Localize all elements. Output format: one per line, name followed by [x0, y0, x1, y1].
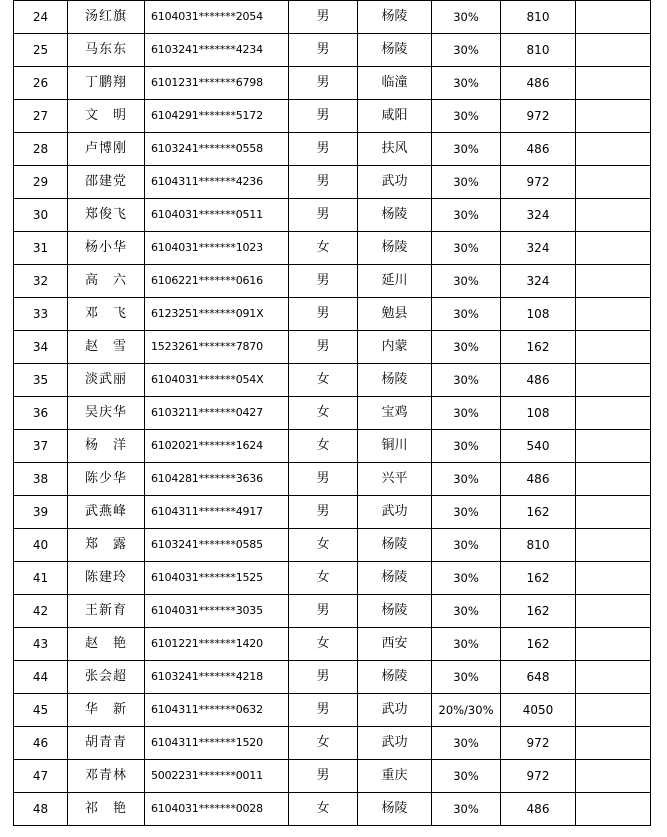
rate-cell: 30%	[432, 562, 501, 595]
amount-cell: 972	[501, 166, 576, 199]
origin-cell: 内蒙	[358, 331, 432, 364]
row-number-cell: 28	[14, 133, 68, 166]
table-row	[14, 34, 651, 67]
amount-cell: 324	[501, 199, 576, 232]
note-cell	[576, 331, 651, 364]
rate-cell: 30%	[432, 298, 501, 331]
amount-cell: 486	[501, 793, 576, 826]
gender-cell: 女	[289, 529, 358, 562]
table-row	[14, 529, 651, 562]
note-cell	[576, 793, 651, 826]
name-cell: 王新育	[68, 595, 145, 628]
row-number-cell: 41	[14, 562, 68, 595]
name-cell: 赵 雪	[68, 331, 145, 364]
name-cell: 张会超	[68, 661, 145, 694]
table-row	[14, 694, 651, 727]
name-cell: 胡青青	[68, 727, 145, 760]
rate-cell: 30%	[432, 166, 501, 199]
id-number-cell: 1523261*******7870	[145, 331, 289, 364]
note-cell	[576, 661, 651, 694]
name-cell: 淡武丽	[68, 364, 145, 397]
name-cell: 汤红旗	[68, 1, 145, 34]
amount-cell: 648	[501, 661, 576, 694]
roster-table	[13, 0, 651, 826]
id-number-cell: 6104311*******0632	[145, 694, 289, 727]
gender-cell: 男	[289, 67, 358, 100]
amount-cell: 4050	[501, 694, 576, 727]
rate-cell: 30%	[432, 1, 501, 34]
gender-cell: 男	[289, 265, 358, 298]
id-number-cell: 6101221*******1420	[145, 628, 289, 661]
row-number-cell: 26	[14, 67, 68, 100]
table-row	[14, 760, 651, 793]
rate-cell: 30%	[432, 727, 501, 760]
row-number-cell: 27	[14, 100, 68, 133]
row-number-cell: 47	[14, 760, 68, 793]
amount-cell: 162	[501, 628, 576, 661]
id-number-cell: 6106221*******0616	[145, 265, 289, 298]
name-cell: 赵 艳	[68, 628, 145, 661]
table-row	[14, 298, 651, 331]
origin-cell: 杨陵	[358, 661, 432, 694]
row-number-cell: 33	[14, 298, 68, 331]
name-cell: 丁鹏翔	[68, 67, 145, 100]
origin-cell: 杨陵	[358, 595, 432, 628]
origin-cell: 重庆	[358, 760, 432, 793]
name-cell: 文 明	[68, 100, 145, 133]
name-cell: 马东东	[68, 34, 145, 67]
row-number-cell: 37	[14, 430, 68, 463]
rate-cell: 30%	[432, 793, 501, 826]
row-number-cell: 36	[14, 397, 68, 430]
note-cell	[576, 34, 651, 67]
table-row	[14, 67, 651, 100]
rate-cell: 30%	[432, 397, 501, 430]
origin-cell: 杨陵	[358, 529, 432, 562]
origin-cell: 临潼	[358, 67, 432, 100]
origin-cell: 西安	[358, 628, 432, 661]
name-cell: 卢博刚	[68, 133, 145, 166]
gender-cell: 男	[289, 694, 358, 727]
rate-cell: 30%	[432, 463, 501, 496]
id-number-cell: 6123251*******091X	[145, 298, 289, 331]
note-cell	[576, 562, 651, 595]
id-number-cell: 6101231*******6798	[145, 67, 289, 100]
origin-cell: 武功	[358, 496, 432, 529]
note-cell	[576, 529, 651, 562]
row-number-cell: 34	[14, 331, 68, 364]
gender-cell: 男	[289, 1, 358, 34]
note-cell	[576, 100, 651, 133]
id-number-cell: 6104031*******0028	[145, 793, 289, 826]
note-cell	[576, 430, 651, 463]
name-cell: 郑俊飞	[68, 199, 145, 232]
note-cell	[576, 463, 651, 496]
note-cell	[576, 760, 651, 793]
table-row	[14, 496, 651, 529]
table-row	[14, 166, 651, 199]
amount-cell: 162	[501, 595, 576, 628]
name-cell: 杨小华	[68, 232, 145, 265]
rate-cell: 30%	[432, 364, 501, 397]
rate-cell: 30%	[432, 628, 501, 661]
id-number-cell: 6103241*******0585	[145, 529, 289, 562]
rate-cell: 30%	[432, 265, 501, 298]
gender-cell: 男	[289, 463, 358, 496]
name-cell: 陈建玲	[68, 562, 145, 595]
id-number-cell: 6104311*******4236	[145, 166, 289, 199]
origin-cell: 勉县	[358, 298, 432, 331]
note-cell	[576, 727, 651, 760]
gender-cell: 男	[289, 133, 358, 166]
row-number-cell: 43	[14, 628, 68, 661]
amount-cell: 486	[501, 67, 576, 100]
rate-cell: 30%	[432, 760, 501, 793]
gender-cell: 男	[289, 100, 358, 133]
note-cell	[576, 67, 651, 100]
amount-cell: 810	[501, 34, 576, 67]
name-cell: 武燕峰	[68, 496, 145, 529]
name-cell: 陈少华	[68, 463, 145, 496]
gender-cell: 男	[289, 199, 358, 232]
row-number-cell: 42	[14, 595, 68, 628]
origin-cell: 咸阳	[358, 100, 432, 133]
origin-cell: 武功	[358, 166, 432, 199]
id-number-cell: 6104031*******1023	[145, 232, 289, 265]
name-cell: 吴庆华	[68, 397, 145, 430]
origin-cell: 铜川	[358, 430, 432, 463]
gender-cell: 女	[289, 232, 358, 265]
amount-cell: 972	[501, 100, 576, 133]
table-row	[14, 595, 651, 628]
rate-cell: 30%	[432, 100, 501, 133]
gender-cell: 女	[289, 397, 358, 430]
origin-cell: 杨陵	[358, 34, 432, 67]
origin-cell: 杨陵	[358, 199, 432, 232]
row-number-cell: 46	[14, 727, 68, 760]
origin-cell: 兴平	[358, 463, 432, 496]
table-row	[14, 430, 651, 463]
rate-cell: 30%	[432, 331, 501, 364]
id-number-cell: 6104031*******1525	[145, 562, 289, 595]
note-cell	[576, 496, 651, 529]
note-cell	[576, 595, 651, 628]
table-row	[14, 562, 651, 595]
table-row	[14, 265, 651, 298]
table-row	[14, 199, 651, 232]
amount-cell: 486	[501, 364, 576, 397]
note-cell	[576, 298, 651, 331]
rate-cell: 30%	[432, 199, 501, 232]
rate-cell: 30%	[432, 133, 501, 166]
rate-cell: 30%	[432, 529, 501, 562]
row-number-cell: 38	[14, 463, 68, 496]
table-row	[14, 793, 651, 826]
note-cell	[576, 166, 651, 199]
gender-cell: 男	[289, 34, 358, 67]
rate-cell: 30%	[432, 595, 501, 628]
row-number-cell: 35	[14, 364, 68, 397]
origin-cell: 武功	[358, 694, 432, 727]
row-number-cell: 39	[14, 496, 68, 529]
id-number-cell: 6103241*******4218	[145, 661, 289, 694]
id-number-cell: 6103241*******0558	[145, 133, 289, 166]
amount-cell: 810	[501, 529, 576, 562]
origin-cell: 杨陵	[358, 232, 432, 265]
table-row	[14, 628, 651, 661]
origin-cell: 宝鸡	[358, 397, 432, 430]
id-number-cell: 6104281*******3636	[145, 463, 289, 496]
row-number-cell: 31	[14, 232, 68, 265]
id-number-cell: 6104291*******5172	[145, 100, 289, 133]
note-cell	[576, 232, 651, 265]
origin-cell: 杨陵	[358, 793, 432, 826]
note-cell	[576, 397, 651, 430]
id-number-cell: 6104031*******054X	[145, 364, 289, 397]
id-number-cell: 5002231*******0011	[145, 760, 289, 793]
name-cell: 邓青林	[68, 760, 145, 793]
origin-cell: 杨陵	[358, 364, 432, 397]
amount-cell: 108	[501, 397, 576, 430]
id-number-cell: 6104311*******1520	[145, 727, 289, 760]
gender-cell: 男	[289, 661, 358, 694]
rate-cell: 30%	[432, 430, 501, 463]
table-row	[14, 463, 651, 496]
note-cell	[576, 628, 651, 661]
row-number-cell: 44	[14, 661, 68, 694]
amount-cell: 162	[501, 496, 576, 529]
amount-cell: 540	[501, 430, 576, 463]
id-number-cell: 6103241*******4234	[145, 34, 289, 67]
gender-cell: 男	[289, 760, 358, 793]
table-row	[14, 397, 651, 430]
note-cell	[576, 265, 651, 298]
name-cell: 郑 露	[68, 529, 145, 562]
table-row	[14, 100, 651, 133]
note-cell	[576, 1, 651, 34]
rate-cell: 30%	[432, 67, 501, 100]
rate-cell: 30%	[432, 496, 501, 529]
id-number-cell: 6104311*******4917	[145, 496, 289, 529]
roster-body	[14, 1, 651, 826]
rate-cell: 20%/30%	[432, 694, 501, 727]
note-cell	[576, 364, 651, 397]
name-cell: 高 六	[68, 265, 145, 298]
origin-cell: 武功	[358, 727, 432, 760]
name-cell: 杨 洋	[68, 430, 145, 463]
amount-cell: 486	[501, 133, 576, 166]
id-number-cell: 6104031*******3035	[145, 595, 289, 628]
note-cell	[576, 694, 651, 727]
gender-cell: 男	[289, 166, 358, 199]
table-row	[14, 232, 651, 265]
rate-cell: 30%	[432, 661, 501, 694]
id-number-cell: 6102021*******1624	[145, 430, 289, 463]
row-number-cell: 30	[14, 199, 68, 232]
id-number-cell: 6104031*******2054	[145, 1, 289, 34]
name-cell: 邓 飞	[68, 298, 145, 331]
table-row	[14, 133, 651, 166]
origin-cell: 杨陵	[358, 1, 432, 34]
row-number-cell: 32	[14, 265, 68, 298]
gender-cell: 女	[289, 430, 358, 463]
amount-cell: 810	[501, 1, 576, 34]
amount-cell: 324	[501, 232, 576, 265]
origin-cell: 扶风	[358, 133, 432, 166]
id-number-cell: 6103211*******0427	[145, 397, 289, 430]
amount-cell: 972	[501, 760, 576, 793]
rate-cell: 30%	[432, 232, 501, 265]
row-number-cell: 45	[14, 694, 68, 727]
id-number-cell: 6104031*******0511	[145, 199, 289, 232]
gender-cell: 女	[289, 793, 358, 826]
row-number-cell: 48	[14, 793, 68, 826]
table-row	[14, 727, 651, 760]
amount-cell: 972	[501, 727, 576, 760]
row-number-cell: 29	[14, 166, 68, 199]
note-cell	[576, 199, 651, 232]
gender-cell: 男	[289, 595, 358, 628]
row-number-cell: 24	[14, 1, 68, 34]
origin-cell: 杨陵	[358, 562, 432, 595]
gender-cell: 男	[289, 298, 358, 331]
name-cell: 华 新	[68, 694, 145, 727]
amount-cell: 486	[501, 463, 576, 496]
note-cell	[576, 133, 651, 166]
row-number-cell: 25	[14, 34, 68, 67]
table-row	[14, 1, 651, 34]
origin-cell: 延川	[358, 265, 432, 298]
gender-cell: 女	[289, 727, 358, 760]
gender-cell: 女	[289, 562, 358, 595]
name-cell: 邵建党	[68, 166, 145, 199]
table-row	[14, 661, 651, 694]
amount-cell: 162	[501, 331, 576, 364]
name-cell: 祁 艳	[68, 793, 145, 826]
table-row	[14, 331, 651, 364]
amount-cell: 162	[501, 562, 576, 595]
amount-cell: 324	[501, 265, 576, 298]
table-row	[14, 364, 651, 397]
rate-cell: 30%	[432, 34, 501, 67]
amount-cell: 108	[501, 298, 576, 331]
row-number-cell: 40	[14, 529, 68, 562]
gender-cell: 女	[289, 364, 358, 397]
gender-cell: 男	[289, 496, 358, 529]
gender-cell: 女	[289, 628, 358, 661]
gender-cell: 男	[289, 331, 358, 364]
